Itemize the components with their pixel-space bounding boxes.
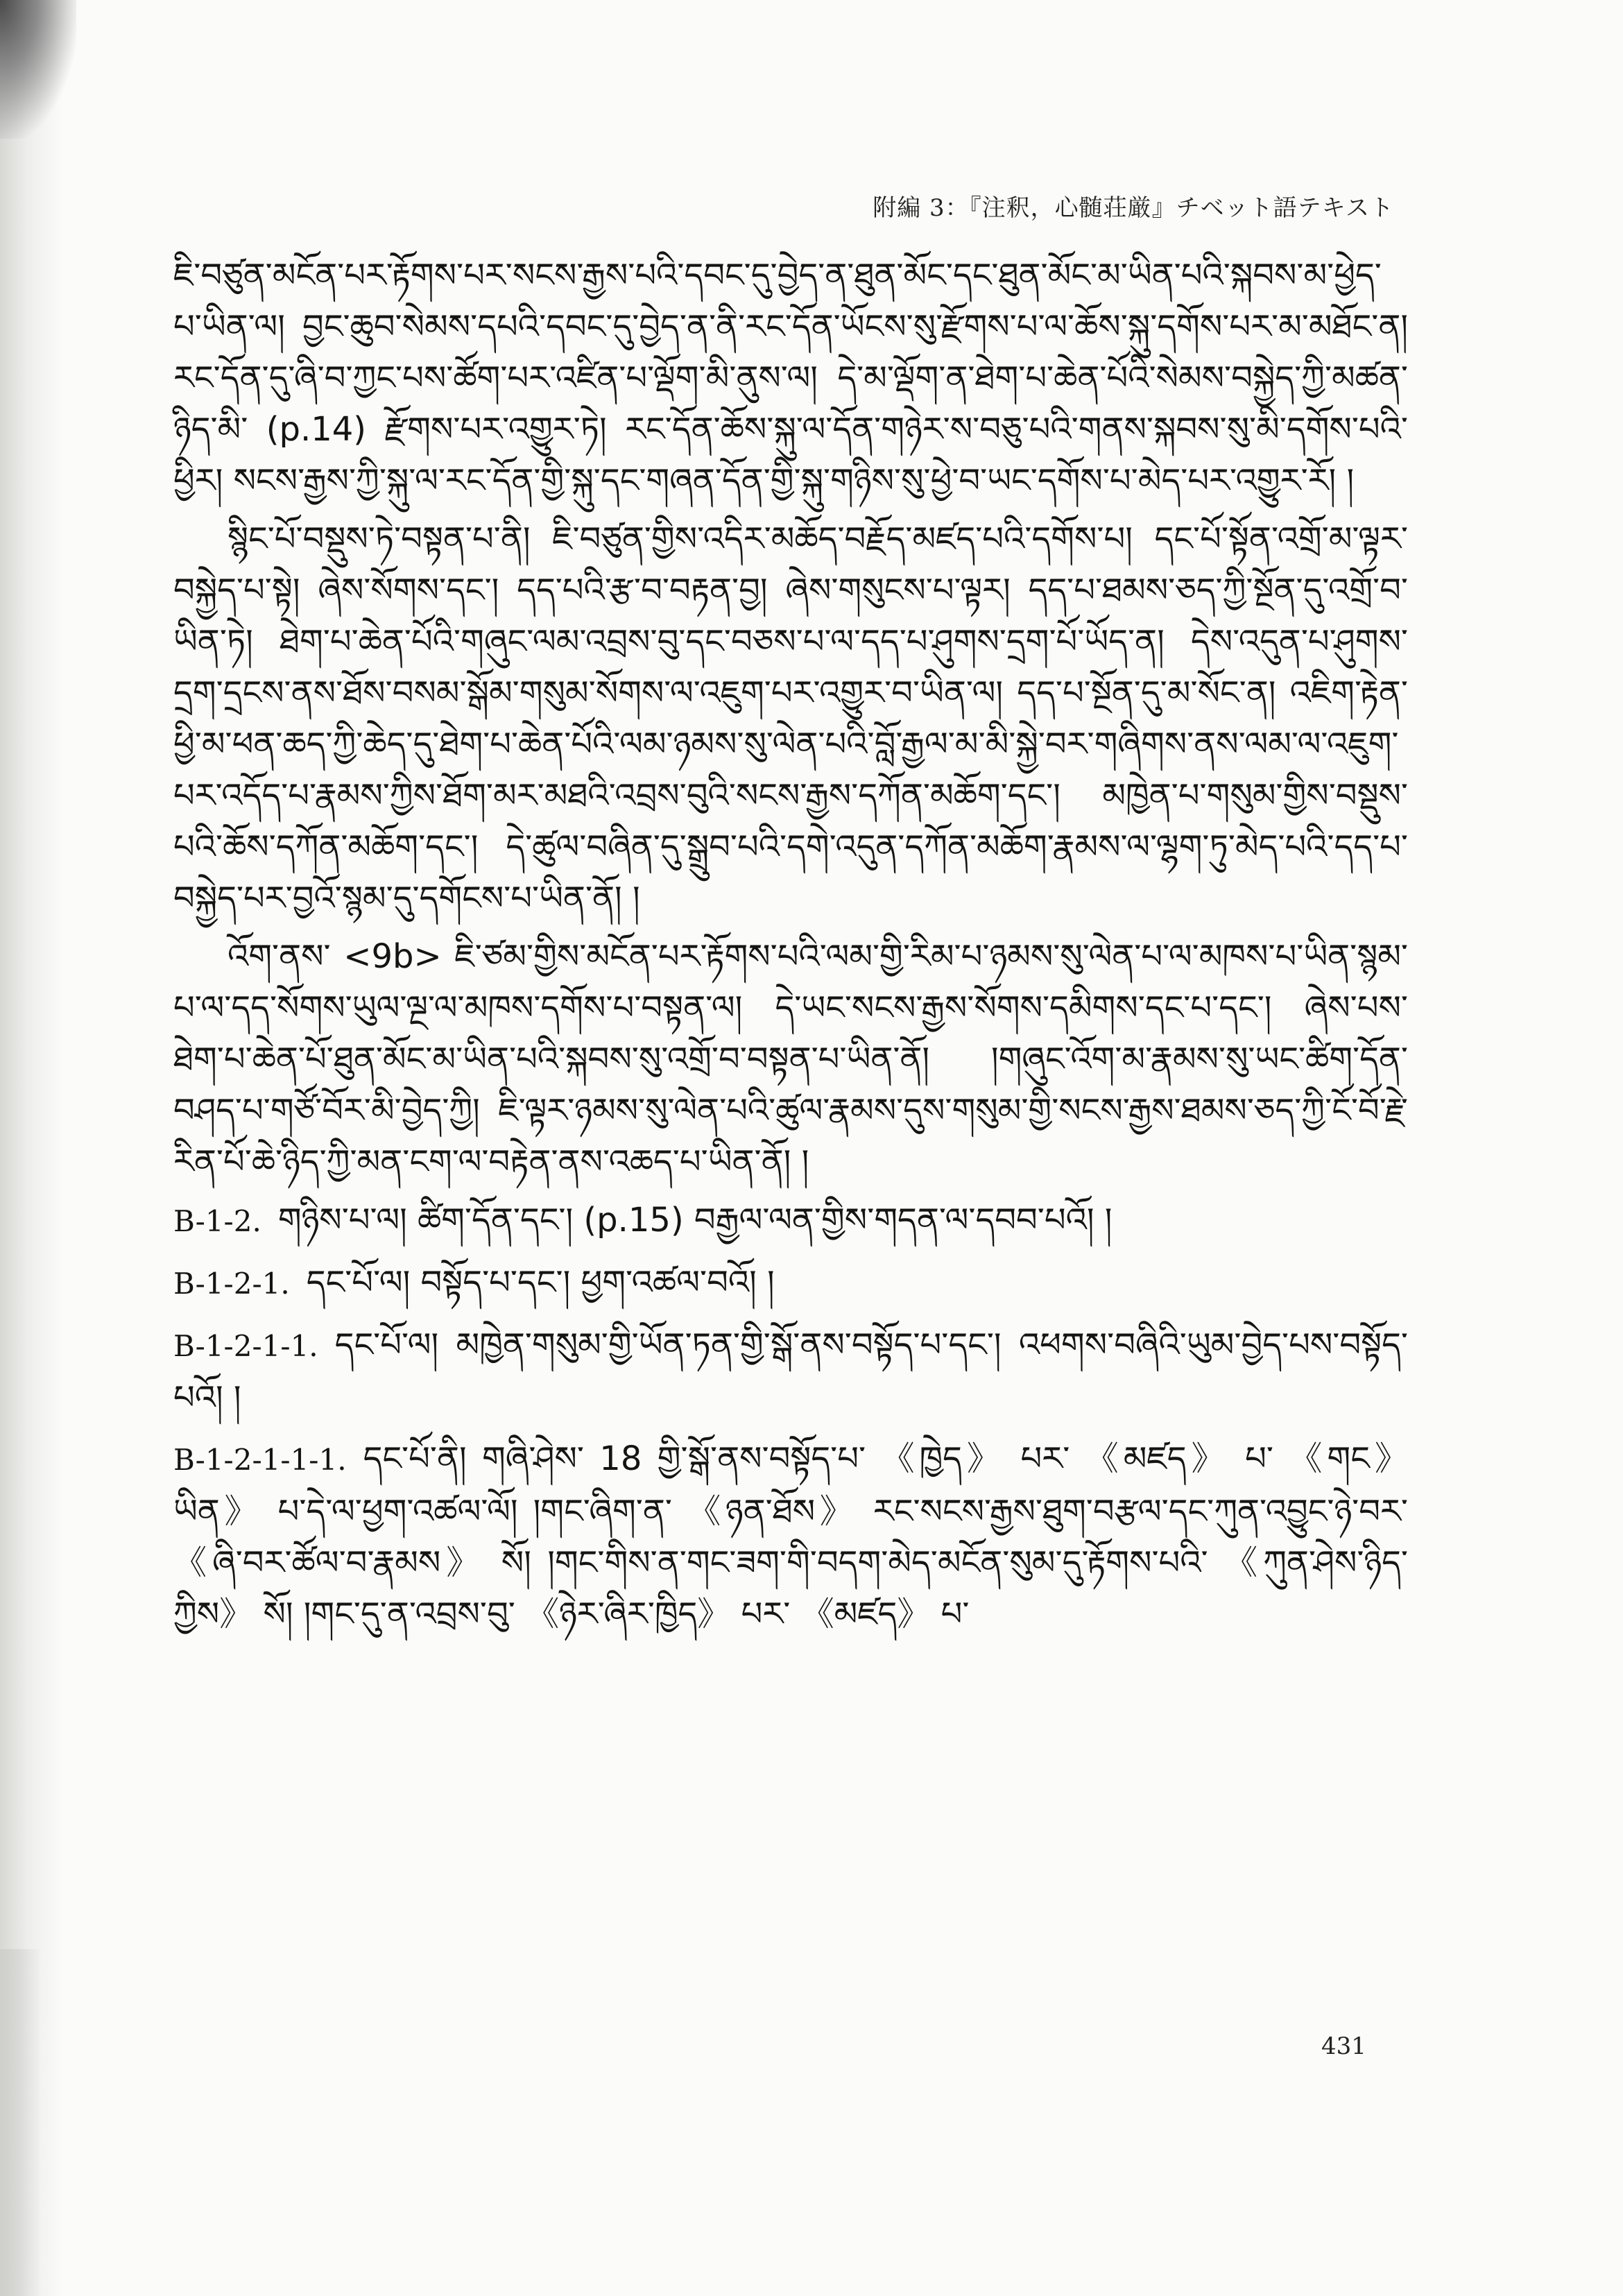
paragraph-2: སྙིང་པོ་བསྡུས་ཏེ་བསྟན་པ་ནི། ཇི་བཙུན་གྱིས་འདིར་མཆོད་བརྗོད་མཛད་པའི་དགོས་པ། དང་པོ་སྟོན་འགྲོ་མ་ལྟར་བསྐྱེད་པ་སྟེ། ཞེས་སོགས་དང་། དད་པའི་རྩ་བ་བརྟན་བྱ། ཞེས་གསུངས་པ་ལྟར། དད་པ་ཐམས་ཅད་ཀྱི་སྔོན་དུ་འགྲོ་བ་ཡིན་ཏེ། ཐེག་པ་ཆེན་པོའི་གཞུང་ལམ་འབྲས་བུ་དང་བཅས་པ་ལ་དད་པ་ཤུགས་དྲག་པོ་ཡོད་ན། དེས་འདུན་པ་ཤུགས་དྲག་དྲངས་ནས་ཐོས་བསམ་སྒོམ་གསུམ་སོགས་ལ་འཇུག་པར་འགྱུར་བ་ཡིན་ལ། དད་པ་སྔོན་དུ་མ་སོང་ན། འཇིག་རྟེན་ཕྱི་མ་ཕན་ཆད་ཀྱི་ཆེད་དུ་ཐེག་པ་ཆེན་པོའི་ལམ་ཉམས་སུ་ལེན་པའི་བློ་རྒྱལ་མ་མི་སྐྱེ་བར་གཞིགས་ནས་ལམ་ལ་འཇུག་པར་འདོད་པ་རྣམས་ཀྱིས་ཐོག་མར་མཐའི་འབྲས་བུའི་སངས་རྒྱས་དཀོན་མཆོག་དང་། མཁྱེན་པ་གསུམ་གྱིས་བསྡུས་པའི་ཆོས་དཀོན་མཆོག་དང་། དེ་ཚུལ་བཞིན་དུ་སྒྲུབ་པའི་དགེ་འདུན་དཀོན་མཆོག་རྣམས་ལ་ལྷག་ཏུ་མེད་པའི་དད་པ་བསྐྱེད་པར་བྱའོ་སྙམ་དུ་དགོངས་པ་ཡིན་ནོ། ། xyxy=(173,520,1408,918)
paragraph-3: འོག་ནས་ <9b> ཇི་ཙམ་གྱིས་མངོན་པར་རྟོགས་པའི་ལམ་གྱི་རིམ་པ་ཉམས་སུ་ལེན་པ་ལ་མཁས་པ་ཡིན་སྙམ་པ་ལ་དད་སོགས་ཡུལ་ལྔ་ལ་མཁས་དགོས་པ་བསྟན་ལ། དེ་ཡང་སངས་རྒྱས་སོགས་དམིགས་དང་པ་དང་། ཞེས་པས་ཐེག་པ་ཆེན་པོ་ཐུན་མོང་མ་ཡིན་པའི་སྐབས་སུ་འགྲོ་བ་བསྟན་པ་ཡིན་ནོ། །གཞུང་འོག་མ་རྣམས་སུ་ཡང་ཚིག་དོན་བཤད་པ་གཙོ་བོར་མི་བྱེད་ཀྱི། ཇི་ལྟར་ཉམས་སུ་ལེན་པའི་ཚུལ་རྣམས་དུས་གསུམ་གྱི་སངས་རྒྱས་ཐམས་ཅད་ཀྱི་ངོ་བོ་རྗེ་རིན་པོ་ཆེ་ཉིད་ཀྱི་མན་ངག་ལ་བརྟེན་ནས་འཆད་པ་ཡིན་ནོ། ། xyxy=(173,937,1408,1181)
body-text xyxy=(173,250,1408,1650)
scan-corner-shadow xyxy=(0,0,76,139)
section-heading-b-1-2-1 xyxy=(173,1257,1408,1310)
section-heading-b-1-2 xyxy=(173,1194,1408,1247)
section-number: B-1-2. xyxy=(173,1204,261,1238)
section-text: གཉིས་པ་ལ། ཚིག་དོན་དང་། (p.15) བརྒྱལ་ལན་གྱིས་གདན་ལ་དབབ་པའོ། ། xyxy=(277,1201,1113,1240)
paragraph-1: ཇི་བཙུན་མངོན་པར་རྟོགས་པར་སངས་རྒྱས་པའི་དབང་དུ་བྱེད་ན་ཐུན་མོང་དང་ཐུན་མོང་མ་ཡིན་པའི་སྐབས་མ་ཕྱེད་པ་ཡིན་ལ། བྱང་ཆུབ་སེམས་དཔའི་དབང་དུ་བྱེད་ན་ནི་རང་དོན་ཡོངས་སུ་རྫོགས་པ་ལ་ཆོས་སྐུ་དགོས་པར་མ་མཐོང་ན། རང་དོན་དུ་ཞི་བ་ཀྱང་པས་ཚོག་པར་འཛིན་པ་ལྡོག་མི་ནུས་ལ། དེ་མ་ལྡོག་ན་ཐེག་པ་ཆེན་པོའི་སེམས་བསྐྱེད་ཀྱི་མཚན་ཉིད་མི་ (p.14) རྫོགས་པར་འགྱུར་ཏེ། རང་དོན་ཆོས་སྐུ་ལ་དོན་གཉེར་ས་བཅུ་པའི་གནས་སྐབས་སུ་མི་དགོས་པའི་ཕྱིར། སངས་རྒྱས་ཀྱི་སྐུ་ལ་རང་དོན་གྱི་སྐུ་དང་གཞན་དོན་གྱི་སྐུ་གཉིས་སུ་ཕྱེ་བ་ཡང་དགོས་པ་མེད་པར་འགྱུར་རོ། ། xyxy=(173,256,1408,500)
section-number: B-1-2-1. xyxy=(173,1267,290,1301)
section-number: B-1-2-1-1-1. xyxy=(173,1443,347,1477)
section-number: B-1-2-1-1. xyxy=(173,1329,318,1363)
running-head: 附編 3：『注釈，心髄荘厳』チベット語テキスト xyxy=(873,194,1394,222)
section-text: དང་པོ་ལ། བསྟོད་པ་དང་། ཕྱག་འཚལ་བའོ། ། xyxy=(306,1263,775,1302)
section-text: དང་པོ་ལ། མཁྱེན་གསུམ་གྱི་ཡོན་ཏན་གྱི་སྒོ་ནས་བསྟོད་པ་དང་། འཕགས་བཞིའི་ཡུམ་བྱེད་པས་བསྟོད་པའོ། ། xyxy=(173,1326,1408,1417)
section-text: དང་པོ་ནི། གཞི་ཤེས་ 18 གྱི་སྒོ་ནས་བསྟོད་པ་ 《ཁྱེད》 པར་ 《མཛད》 པ་ 《གང》 ཡིན》 པ་དེ་ལ་ཕྱག་འཚལ་ལོ། །གང་ཞིག་ན་ 《ཉན་ཐོས》 རང་སངས་རྒྱས་ཐུག་བརྩལ་དང་ཀུན་འབྱུང་ཉེ་བར་ 《ཞི་བར་ཚོལ་བ་རྣམས》 སོ། །གང་གིས་ན་གང་ཟག་གི་བདག་མེད་མངོན་སུམ་དུ་རྟོགས་པའི་ 《ཀུན་ཤེས་ཉིད་ཀྱིས》 སོ། །གང་དུ་ན་འབྲས་བུ་ 《ཉེར་ཞིར་ཁྱིད》 པར་ 《མཛད》 པ་ xyxy=(173,1439,1408,1634)
page-number: 431 xyxy=(1321,2032,1366,2060)
scan-bottom-edge xyxy=(0,1949,42,2296)
section-heading-b-1-2-1-1 xyxy=(173,1319,1408,1423)
section-heading-b-1-2-1-1-1 xyxy=(173,1433,1408,1640)
